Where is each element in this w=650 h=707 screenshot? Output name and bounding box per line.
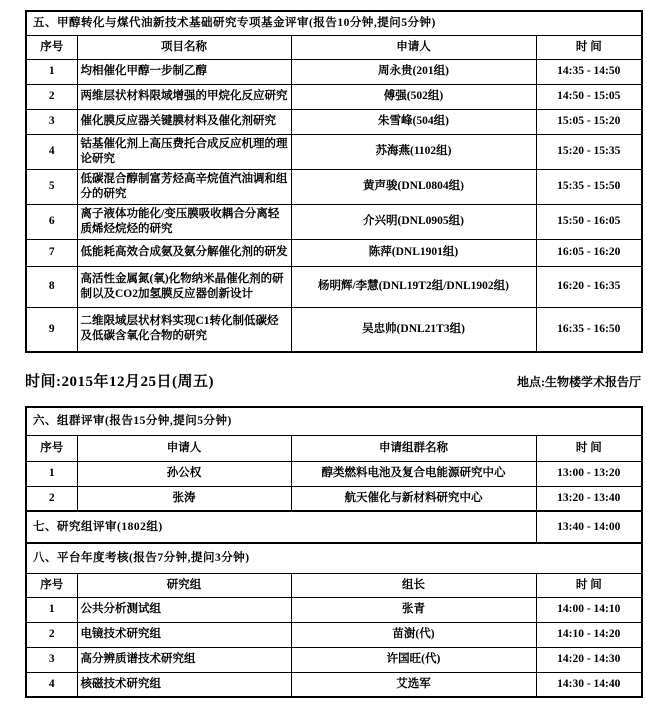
group-name: 公共分析测试组 [77, 597, 291, 622]
column-header-group: 研究组 [77, 573, 291, 597]
time-slot: 16:35 - 16:50 [536, 307, 642, 352]
session5-title-row [26, 11, 642, 35]
project-name: 低碳混合醇制富芳烃高辛烷值汽油调和组分的研究 [77, 169, 291, 204]
row-index: 4 [26, 134, 77, 169]
group-name: 核磁技术研究组 [77, 672, 291, 697]
column-header-applicant: 申请人 [291, 35, 536, 59]
session8-header-row [26, 573, 642, 597]
row-index: 4 [26, 672, 77, 697]
table-row [26, 647, 642, 672]
time-slot: 14:00 - 14:10 [536, 597, 642, 622]
row-index: 2 [26, 622, 77, 647]
applicant-name: 陈萍(DNL1901组) [291, 239, 536, 266]
table-row [26, 59, 642, 84]
column-header-applicant: 申请人 [77, 435, 291, 461]
project-name: 二维限域层状材料实现C1转化制低碳烃及低碳含氧化合物的研究 [77, 307, 291, 352]
session7-title: 七、研究组评审(1802组) [26, 511, 536, 543]
table-row [26, 204, 642, 239]
table-row [26, 597, 642, 622]
applicant-name: 吴忠帅(DNL21T3组) [291, 307, 536, 352]
leader-name: 苗澍(代) [291, 622, 536, 647]
time-slot: 13:20 - 13:40 [536, 486, 642, 511]
table-row [26, 461, 642, 486]
table-row [26, 109, 642, 134]
session5-title: 五、甲醇转化与煤代油新技术基础研究专项基金评审(报告10分钟,提问5分钟) [26, 11, 642, 35]
row-index: 5 [26, 169, 77, 204]
table-row [26, 307, 642, 352]
time-slot: 15:05 - 15:20 [536, 109, 642, 134]
column-header-leader: 组长 [291, 573, 536, 597]
time-slot: 15:35 - 15:50 [536, 169, 642, 204]
group-name: 电镜技术研究组 [77, 622, 291, 647]
time-slot: 14:50 - 15:05 [536, 84, 642, 109]
applicant-name: 孙公权 [77, 461, 291, 486]
row-index: 2 [26, 486, 77, 511]
applicant-name: 苏海燕(1102组) [291, 134, 536, 169]
time-slot: 14:30 - 14:40 [536, 672, 642, 697]
applicant-name: 杨明辉/李慧(DNL19T2组/DNL1902组) [291, 266, 536, 307]
column-header-no: 序号 [26, 573, 77, 597]
time-slot: 13:00 - 13:20 [536, 461, 642, 486]
applicant-name: 朱雪峰(504组) [291, 109, 536, 134]
session5-table [25, 10, 643, 353]
row-index: 3 [26, 109, 77, 134]
session7-row [26, 511, 642, 543]
row-index: 1 [26, 461, 77, 486]
row-index: 2 [26, 84, 77, 109]
session8-title-row [26, 543, 642, 573]
table-row [26, 134, 642, 169]
table-row [26, 84, 642, 109]
table-row [26, 672, 642, 697]
row-index: 1 [26, 597, 77, 622]
leader-name: 张青 [291, 597, 536, 622]
row-index: 9 [26, 307, 77, 352]
column-header-no: 序号 [26, 435, 77, 461]
applicant-name: 黄声骏(DNL0804组) [291, 169, 536, 204]
column-header-time: 时 间 [536, 435, 642, 461]
project-name: 均相催化甲醇一步制乙醇 [77, 59, 291, 84]
table-row [26, 239, 642, 266]
table-row [26, 169, 642, 204]
session8-title: 八、平台年度考核(报告7分钟,提问3分钟) [26, 543, 642, 573]
table-row [26, 266, 642, 307]
time-slot: 15:50 - 16:05 [536, 204, 642, 239]
leader-name: 许国旺(代) [291, 647, 536, 672]
leader-name: 艾选军 [291, 672, 536, 697]
sessions-6-7-8-table [25, 406, 643, 698]
time-slot: 14:10 - 14:20 [536, 622, 642, 647]
session6-header-row [26, 435, 642, 461]
row-index: 1 [26, 59, 77, 84]
group-name: 航天催化与新材料研究中心 [291, 486, 536, 511]
table-row [26, 622, 642, 647]
group-name: 醇类燃料电池及复合电能源研究中心 [291, 461, 536, 486]
column-header-time: 时 间 [536, 573, 642, 597]
row-index: 3 [26, 647, 77, 672]
project-name: 钴基催化剂上高压费托合成反应机理的理论研究 [77, 134, 291, 169]
session-location: 地点:生物楼学术报告厅 [517, 375, 641, 389]
column-header-project: 项目名称 [77, 35, 291, 59]
column-header-group: 申请组群名称 [291, 435, 536, 461]
time-slot: 14:20 - 14:30 [536, 647, 642, 672]
table-row [26, 486, 642, 511]
project-name: 两维层状材料限域增强的甲烷化反应研究 [77, 84, 291, 109]
time-slot: 15:20 - 15:35 [536, 134, 642, 169]
session6-title-row [26, 407, 642, 435]
meta-row [25, 370, 641, 391]
session6-title: 六、组群评审(报告15分钟,提问5分钟) [26, 407, 642, 435]
project-name: 低能耗高效合成氨及氨分解催化剂的研发 [77, 239, 291, 266]
applicant-name: 傅强(502组) [291, 84, 536, 109]
column-header-no: 序号 [26, 35, 77, 59]
applicant-name: 周永贵(201组) [291, 59, 536, 84]
session5-header-row [26, 35, 642, 59]
time-slot: 14:35 - 14:50 [536, 59, 642, 84]
row-index: 7 [26, 239, 77, 266]
time-slot: 16:05 - 16:20 [536, 239, 642, 266]
group-name: 高分辨质谱技术研究组 [77, 647, 291, 672]
project-name: 催化膜反应器关键膜材料及催化剂研究 [77, 109, 291, 134]
session-date: 时间:2015年12月25日(周五) [25, 374, 214, 390]
column-header-time: 时 间 [536, 35, 642, 59]
row-index: 8 [26, 266, 77, 307]
applicant-name: 介兴明(DNL0905组) [291, 204, 536, 239]
time-slot: 16:20 - 16:35 [536, 266, 642, 307]
project-name: 高活性金属氮(氧)化物纳米晶催化剂的研制以及CO2加氢膜反应器创新设计 [77, 266, 291, 307]
applicant-name: 张涛 [77, 486, 291, 511]
time-slot: 13:40 - 14:00 [536, 511, 642, 543]
row-index: 6 [26, 204, 77, 239]
project-name: 离子液体功能化/变压膜吸收耦合分离轻质烯烃烷烃的研究 [77, 204, 291, 239]
